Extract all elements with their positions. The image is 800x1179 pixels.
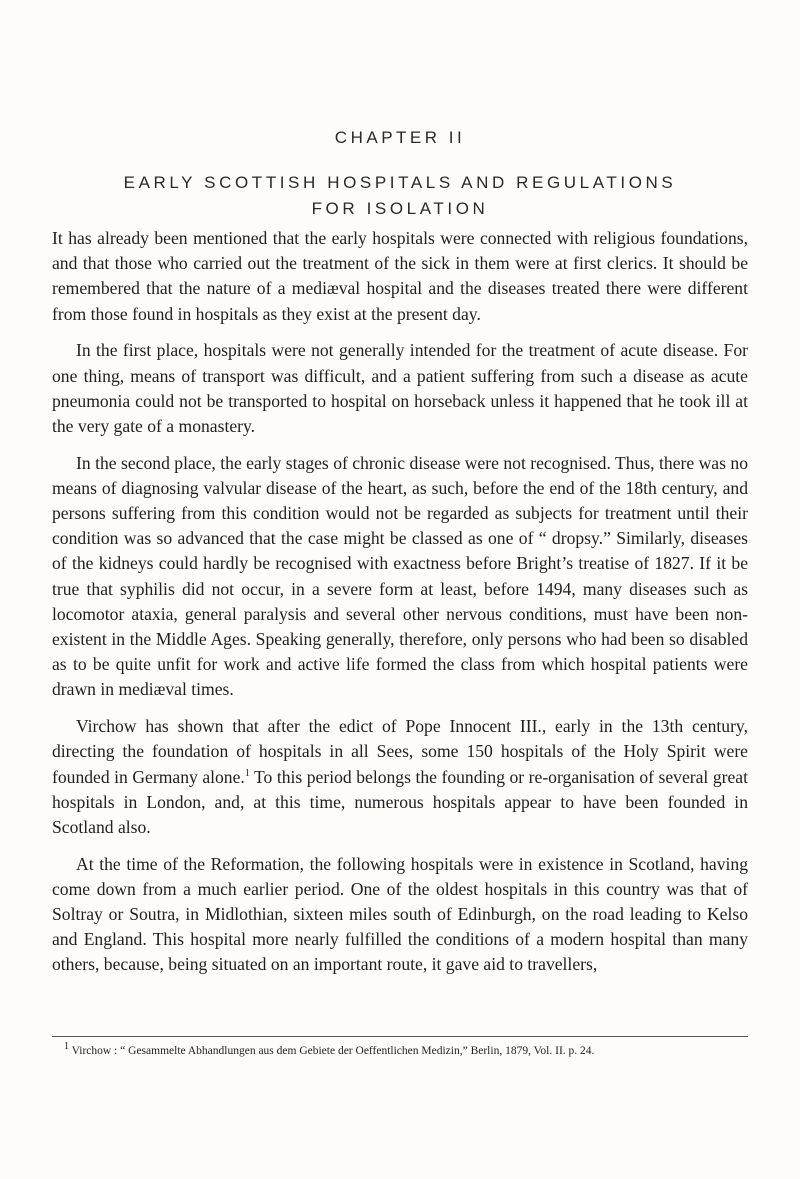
chapter-title-line-2: FOR ISOLATION (311, 199, 489, 218)
paragraph-3: In the second place, the early stages of chronic disease were not recognised. Thus, there was no means of diagnosing valvular disease of the heart, as such, before the end of the 18th century, and persons suffering from this condition would not be regarded as subjects for treatment until their condition was so advanced that the case might be classed as one of “ dropsy.” Similarly, diseases of the kidneys could hardly be recognised with exactness before Bright’s treatise of 1827. If it be true that syphilis did not occur, in a severe form at least, before 1494, many diseases such as locomotor ataxia, general paralysis and several other nervous conditions, must have been non-existent in the Middle Ages. Speaking generally, therefore, only persons who had been so disabled as to be quite unfit for work and active life formed the class from which hospital patients were drawn in mediæval times. (52, 452, 748, 700)
paragraph-2: In the first place, hospitals were not generally intended for the treatment of acute disease. For one thing, means of transport was difficult, and a patient suffering from such a disease as acute pneumonia could not be transported to hospital on horseback unless it happened that he took ill at the very gate of a monastery. (52, 340, 748, 436)
paragraph-1: It has already been mentioned that the early hospitals were connected with religious foundations, and that those who carried out the treatment of the sick in them were at first clerics. It should be remembered that the nature of a mediæval hospital and the diseases treated there were different from those found in hospitals as they exist at the present day. (52, 228, 748, 324)
footnote-divider (52, 1036, 748, 1037)
chapter-title (0, 170, 800, 222)
footnote-reference: 1 (244, 767, 250, 779)
paragraph-4 (52, 714, 748, 840)
paragraph-5: At the time of the Reformation, the following hospitals were in existence in Scotland, having come down from a much earlier period. One of the oldest hospitals in this country was that of Soltray or Soutra, in Midlothian, sixteen miles south of Edinburgh, on the road leading to Kelso and England. This hospital more nearly fulfilled the conditions of a modern hospital than many others, because, being situated on an important route, it gave aid to travellers, (52, 853, 748, 975)
paragraph-4-text: Virchow has shown that after the edict of Pope Innocent III., early in the 13th century, directing the foundation of hospitals in all Sees, some 150 hospitals of the Holy Spirit were founded in Germany alone. (52, 716, 748, 787)
footnote (52, 1041, 748, 1059)
chapter-title-line-1: EARLY SCOTTISH HOSPITALS AND REGULATIONS (123, 173, 677, 192)
paragraph-4-rest: To this period belongs the founding or re-organisation of several great hospitals in London, and, at this time, numerous hospitals appear to have been founded in Scotland also. (52, 766, 748, 837)
body-text (52, 226, 748, 989)
footnote-marker: 1 (64, 1041, 69, 1053)
footnote-text: Virchow : “ Gesammelte Abhandlungen aus dem Gebiete der Oeffentlichen Medizin,” Berlin, 1879, Vol. II. p. 24. (69, 1045, 595, 1057)
chapter-heading: CHAPTER II (334, 128, 466, 147)
